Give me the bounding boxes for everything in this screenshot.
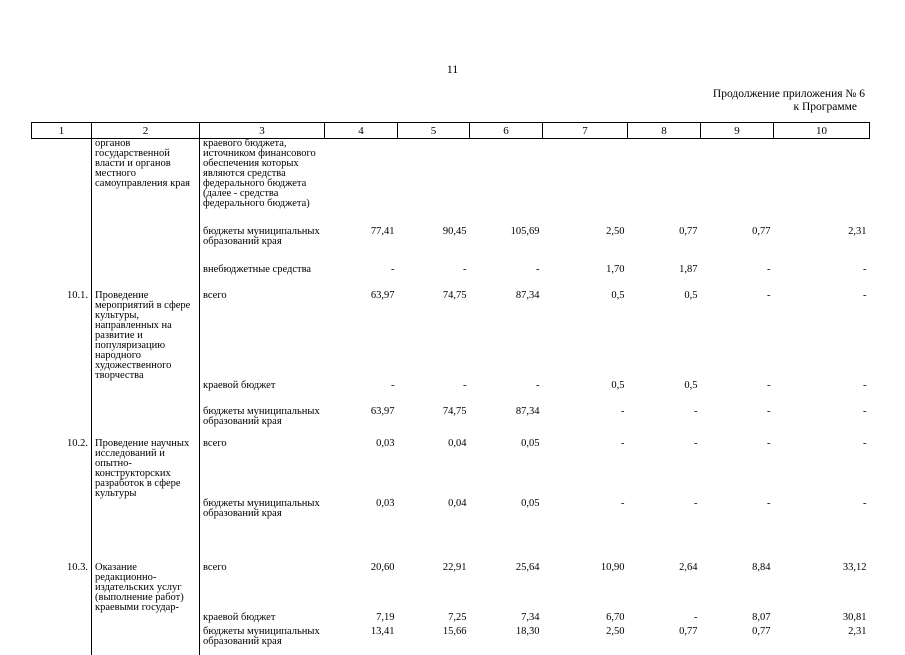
value-cell: - xyxy=(621,405,625,417)
value-cell: 13,41 xyxy=(370,625,395,637)
value-cell: - xyxy=(536,379,540,391)
value-cell: - xyxy=(863,289,867,301)
funding-source-cell: бюджеты муниципальных образований края xyxy=(200,227,325,265)
value-cell xyxy=(774,139,870,227)
item-number-cell xyxy=(32,265,92,291)
table-row xyxy=(32,381,870,407)
value-cell: 0,5 xyxy=(684,289,698,301)
value-cell: 0,5 xyxy=(611,289,625,301)
value-cell: 0,04 xyxy=(448,497,467,509)
activity-name-cell: Оказание редакционно-издательских услуг (выполнение работ) краевыми государ- xyxy=(92,563,200,613)
table-row xyxy=(32,613,870,627)
value-cell xyxy=(470,139,543,227)
column-header: 1 xyxy=(32,123,92,139)
table-row xyxy=(32,499,870,563)
value-cell: 33,12 xyxy=(842,561,867,573)
value-cell: 74,75 xyxy=(442,405,467,417)
item-number-cell xyxy=(32,407,92,439)
value-cell: - xyxy=(863,405,867,417)
activity-name-cell xyxy=(92,227,200,265)
funding-source-cell: бюджеты муниципальных образований края xyxy=(200,627,325,655)
value-cell: 77,41 xyxy=(370,225,395,237)
activity-name-cell xyxy=(92,627,200,655)
value-cell: - xyxy=(767,263,771,275)
value-cell: - xyxy=(863,497,867,509)
item-number-cell: 10.2. xyxy=(67,437,88,449)
table-row xyxy=(32,407,870,439)
value-cell: 63,97 xyxy=(370,289,395,301)
table-row xyxy=(32,227,870,265)
value-cell: 7,34 xyxy=(521,611,540,623)
funding-source-cell: всего xyxy=(200,563,325,613)
value-cell: - xyxy=(863,263,867,275)
value-cell: - xyxy=(767,405,771,417)
value-cell: 0,03 xyxy=(376,497,395,509)
value-cell: 25,64 xyxy=(515,561,540,573)
activity-name-cell xyxy=(92,381,200,407)
value-cell: 105,69 xyxy=(510,225,540,237)
value-cell: 0,5 xyxy=(611,379,625,391)
value-cell: 0,05 xyxy=(521,437,540,449)
column-header: 4 xyxy=(325,123,398,139)
value-cell: 7,19 xyxy=(376,611,395,623)
value-cell: 74,75 xyxy=(442,289,467,301)
item-number-cell xyxy=(32,227,92,265)
value-cell: 2,31 xyxy=(848,625,867,637)
activity-name-cell: Проведение научных исследований и опытно-конструкторских разработок в сфере культуры xyxy=(92,439,200,499)
value-cell: 0,77 xyxy=(679,625,698,637)
value-cell: 90,45 xyxy=(442,225,467,237)
value-cell: 8,07 xyxy=(752,611,771,623)
value-cell: 0,77 xyxy=(752,225,771,237)
value-cell: 87,34 xyxy=(515,289,540,301)
value-cell: 0,05 xyxy=(521,497,540,509)
value-cell: 1,70 xyxy=(606,263,625,275)
column-header: 9 xyxy=(701,123,774,139)
value-cell: - xyxy=(767,289,771,301)
funding-source-cell: краевой бюджет xyxy=(200,381,325,407)
value-cell: 30,81 xyxy=(842,611,867,623)
funding-source-cell: бюджеты муниципальных образований края xyxy=(200,407,325,439)
value-cell: 6,70 xyxy=(606,611,625,623)
value-cell: 63,97 xyxy=(370,405,395,417)
item-number-cell xyxy=(32,381,92,407)
funding-source-cell: всего xyxy=(200,291,325,381)
value-cell: - xyxy=(391,379,395,391)
column-header: 5 xyxy=(398,123,470,139)
value-cell: - xyxy=(863,379,867,391)
funding-source-cell: всего xyxy=(200,439,325,499)
activity-name-cell: органов государственной власти и органов местного самоуправления края xyxy=(92,139,200,227)
table-row xyxy=(32,439,870,499)
column-header: 3 xyxy=(200,123,325,139)
value-cell: - xyxy=(767,497,771,509)
value-cell: - xyxy=(621,437,625,449)
column-header: 7 xyxy=(543,123,628,139)
appendix-caption-line1: Продолжение приложения № 6 xyxy=(712,88,865,100)
value-cell: 0,04 xyxy=(448,437,467,449)
value-cell xyxy=(701,139,774,227)
value-cell: - xyxy=(694,437,698,449)
value-cell: 2,50 xyxy=(606,625,625,637)
value-cell xyxy=(628,139,701,227)
value-cell: - xyxy=(767,437,771,449)
value-cell: - xyxy=(463,263,467,275)
appendix-caption-line2: к Программе xyxy=(793,101,857,113)
value-cell: 1,87 xyxy=(679,263,698,275)
activity-name-cell xyxy=(92,265,200,291)
page-number: 11 xyxy=(446,62,459,76)
value-cell: - xyxy=(463,379,467,391)
value-cell xyxy=(325,139,398,227)
value-cell: 18,30 xyxy=(515,625,540,637)
value-cell: 10,90 xyxy=(600,561,625,573)
value-cell: - xyxy=(621,497,625,509)
value-cell: 2,50 xyxy=(606,225,625,237)
item-number-cell: 10.3. xyxy=(67,561,88,573)
item-number-cell xyxy=(32,627,92,655)
appendix-caption xyxy=(713,88,865,114)
column-header: 6 xyxy=(470,123,543,139)
value-cell: 8,84 xyxy=(752,561,771,573)
value-cell: 2,31 xyxy=(848,225,867,237)
table-row xyxy=(32,139,870,227)
funding-source-cell: краевого бюджета, источником финансового обеспечения которых являются средства федерального бюджета (далее - средства федерального бюджета) xyxy=(200,139,325,227)
value-cell: - xyxy=(391,263,395,275)
budget-table xyxy=(31,122,870,655)
item-number-cell xyxy=(32,499,92,563)
value-cell xyxy=(543,139,628,227)
table-row xyxy=(32,265,870,291)
item-number-cell xyxy=(32,139,92,227)
value-cell: - xyxy=(694,405,698,417)
item-number-cell xyxy=(32,613,92,627)
value-cell xyxy=(398,139,470,227)
activity-name-cell: Проведение мероприятий в сфере культуры, направленных на развитие и популяризацию народного художественного творчества xyxy=(92,291,200,381)
value-cell: - xyxy=(767,379,771,391)
column-header: 2 xyxy=(92,123,200,139)
value-cell: - xyxy=(863,437,867,449)
item-number-cell: 10.1. xyxy=(67,289,88,301)
value-cell: 0,77 xyxy=(752,625,771,637)
funding-source-cell: краевой бюджет xyxy=(200,613,325,627)
value-cell: 87,34 xyxy=(515,405,540,417)
table-row xyxy=(32,627,870,655)
value-cell: 15,66 xyxy=(442,625,467,637)
table-row xyxy=(32,291,870,381)
value-cell: - xyxy=(694,497,698,509)
value-cell: 22,91 xyxy=(442,561,467,573)
value-cell: 2,64 xyxy=(679,561,698,573)
table-row xyxy=(32,563,870,613)
activity-name-cell xyxy=(92,407,200,439)
table-header-row xyxy=(32,123,870,139)
funding-source-cell: внебюджетные средства xyxy=(200,265,325,291)
activity-name-cell xyxy=(92,499,200,563)
value-cell: - xyxy=(536,263,540,275)
column-header: 8 xyxy=(628,123,701,139)
value-cell: 0,5 xyxy=(684,379,698,391)
value-cell: 0,03 xyxy=(376,437,395,449)
funding-source-cell: бюджеты муниципальных образований края xyxy=(200,499,325,563)
column-header: 10 xyxy=(774,123,870,139)
activity-name-cell xyxy=(92,613,200,627)
value-cell: - xyxy=(694,611,698,623)
value-cell: 7,25 xyxy=(448,611,467,623)
value-cell: 0,77 xyxy=(679,225,698,237)
value-cell: 20,60 xyxy=(370,561,395,573)
